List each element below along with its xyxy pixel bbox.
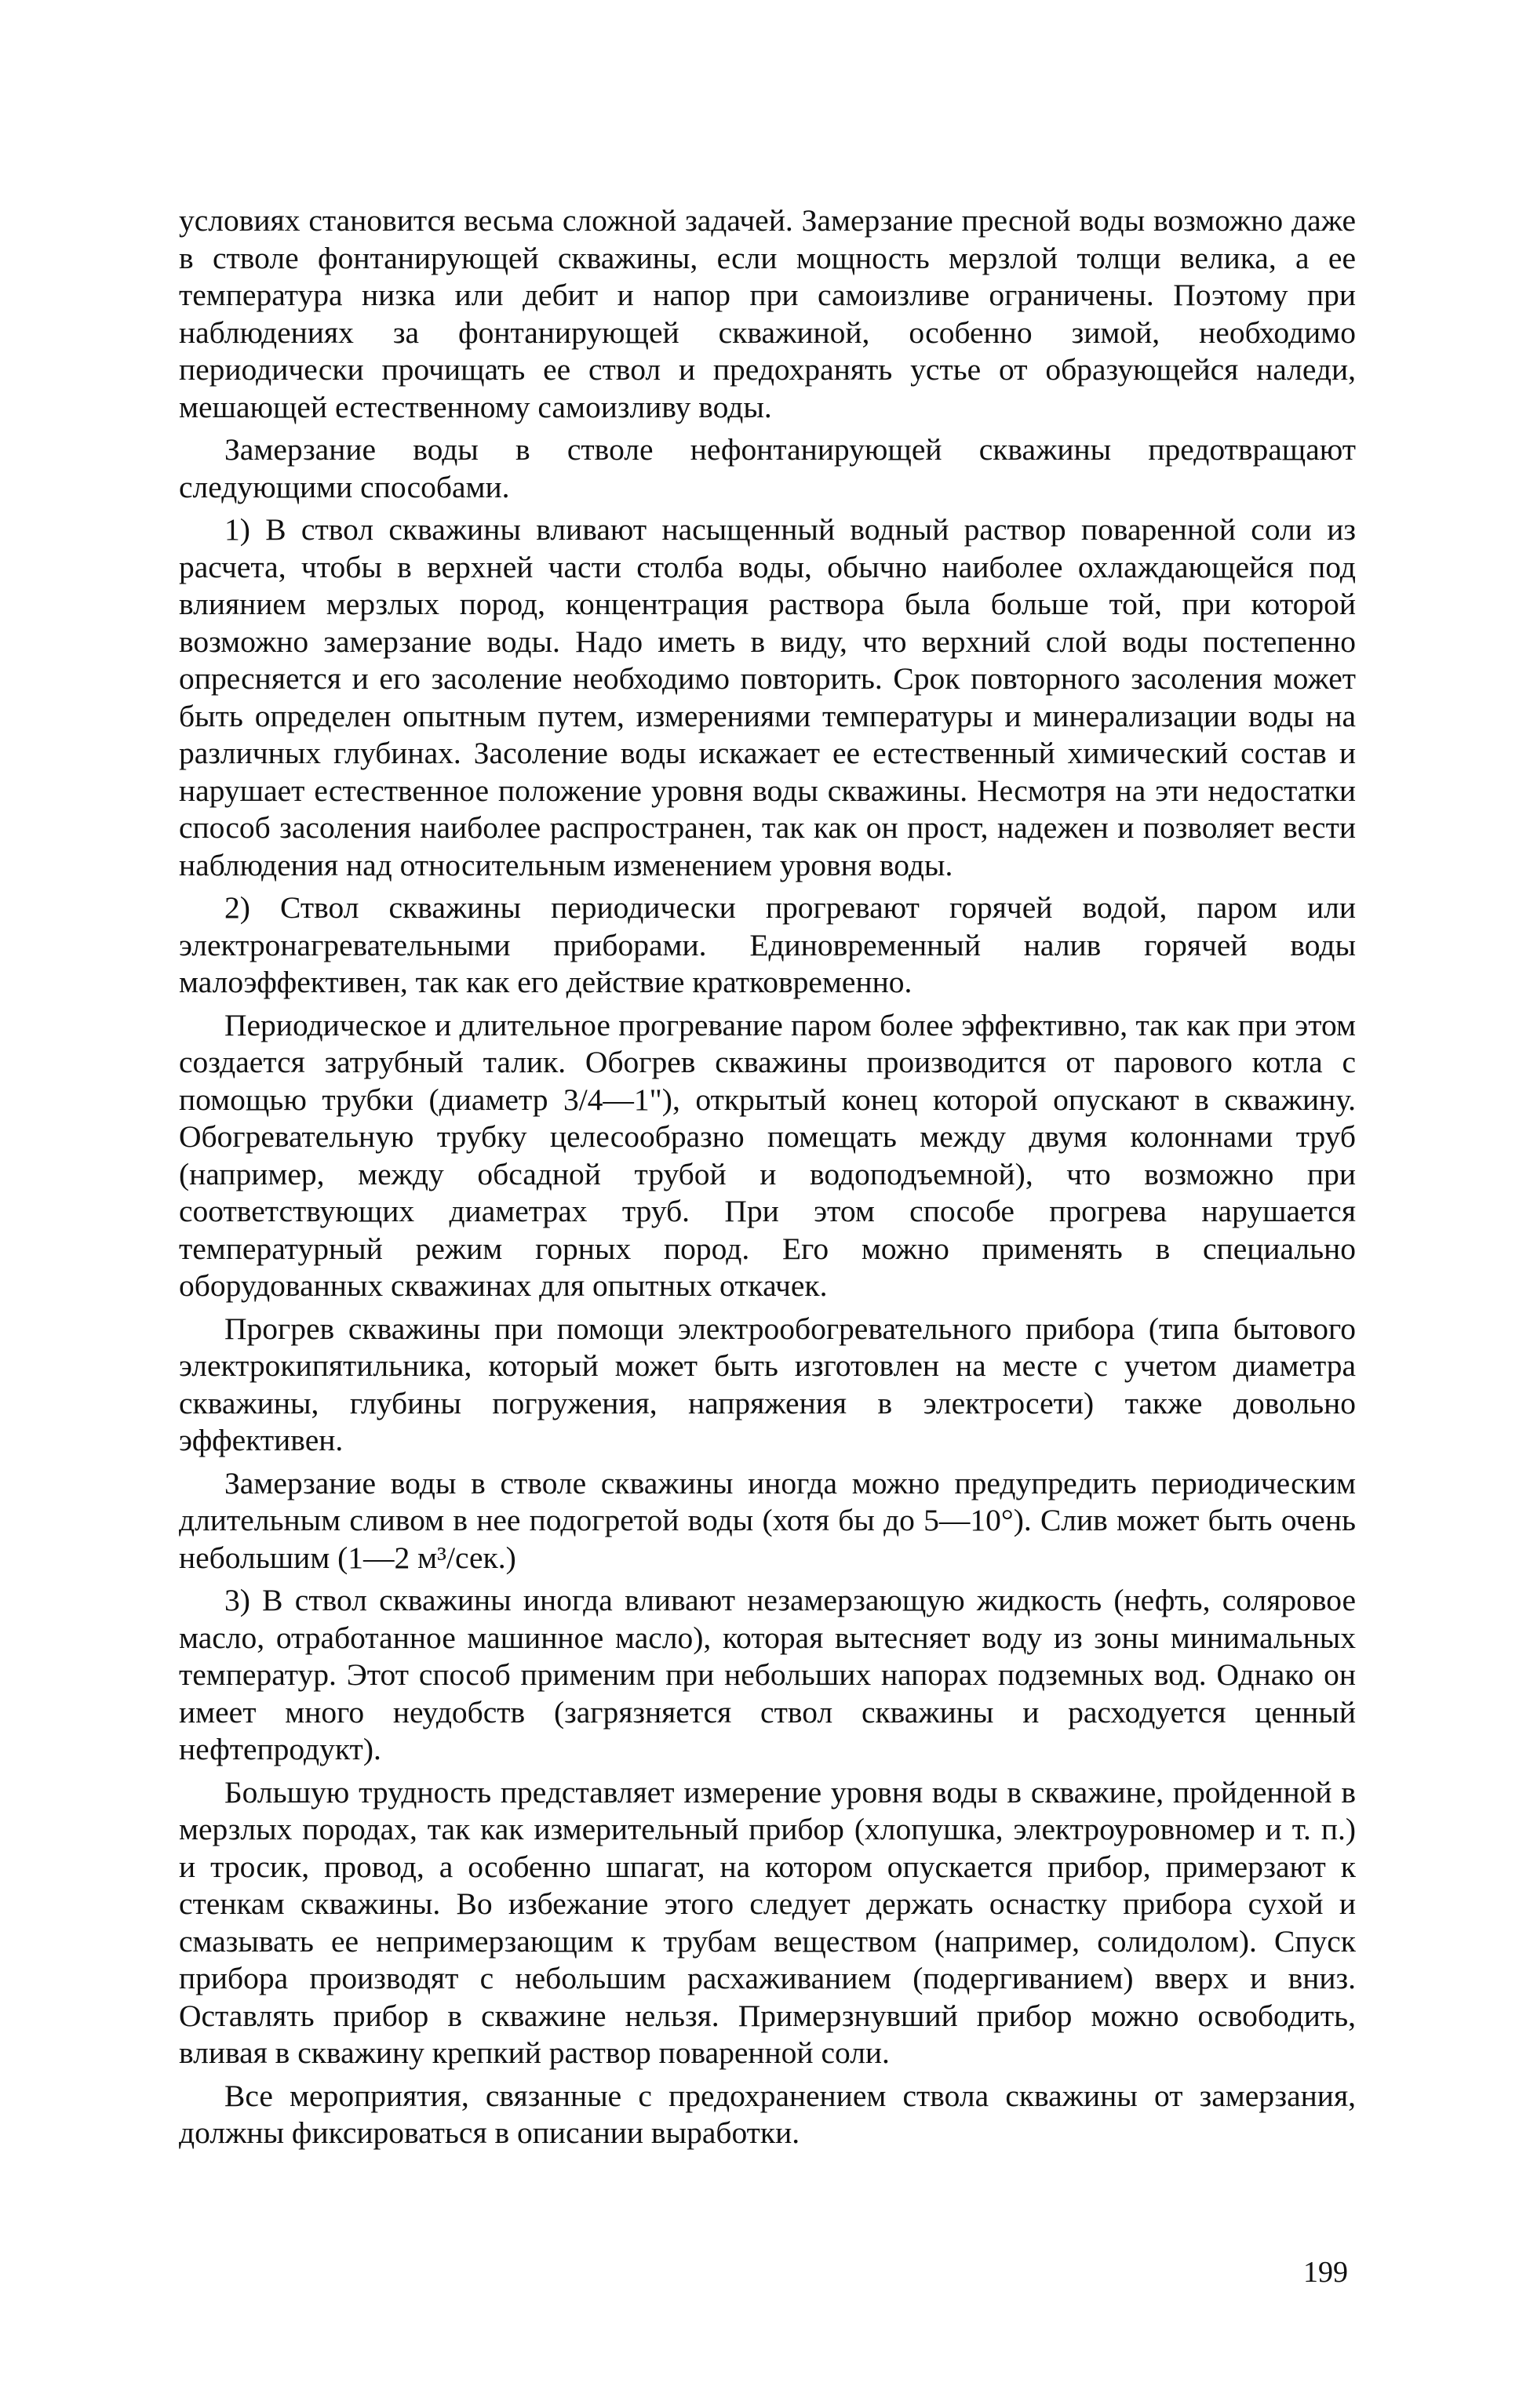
paragraph-5: Периодическое и длительное прогревание паром более эффективно, так как при этом создается затрубный талик. Обогрев скважины производится от парового котла с помощью трубки (диаметр 3/4—1"), открытый конец которой опускают в скважину. Обогревательную трубку целесообразно помещать между двумя колоннами труб (например, между обсадной трубой и водоподъемной), что возможно при соответствующих диаметрах труб. При этом способе прогрева нарушается температурный режим горных пород. Его можно применять в специально оборудованных скважинах для опытных откачек. [179,1007,1356,1303]
paragraph-7: Замерзание воды в стволе скважины иногда можно предупредить периодическим длительным сливом в нее подогретой воды (хотя бы до 5—10°). Слив может быть очень небольшим (1—2 м³/сек.) [179,1465,1356,1575]
paragraph-9: Большую трудность представляет измерение уровня воды в скважине, пройденной в мерзлых породах, так как измерительный прибор (хлопушка, электроуровномер и т. п.) и тросик, провод, а особенно шпагат, на котором опускается прибор, примерзают к стенкам скважины. Во избежание этого следует держать оснастку прибора сухой и смазывать ее непримерзающим к трубам веществом (например, солидолом). Спуск прибора производят с небольшим расхаживанием (подергиванием) вверх и вниз. Оставлять прибор в скважине нельзя. Примерзнувший прибор можно освободить, вливая в скважину крепкий раствор поваренной соли. [179,1774,1356,2070]
paragraph-4: 2) Ствол скважины периодически прогревают горячей водой, паром или электронагревательными приборами. Единовременный налив горячей воды малоэффективен, так как его действие кратковременно. [179,890,1356,999]
page-number: 199 [1303,2256,1348,2289]
paragraph-8: 3) В ствол скважины иногда вливают незамерзающую жидкость (нефть, соляровое масло, отработанное машинное масло), которая вытесняет воду из зоны минимальных температур. Этот способ применим при небольших напорах подземных вод. Однако он имеет много неудобств (загрязняется ствол скважины и расходуется ценный нефтепродукт). [179,1583,1356,1766]
paragraph-2: Замерзание воды в стволе нефонтанирующей скважины предотвращают следующими способами. [179,432,1356,504]
paragraph-3: 1) В ствол скважины вливают насыщенный водный раствор поваренной соли из расчета, чтобы в верхней части столба воды, обычно наиболее охлаждающейся под влиянием мерзлых пород, концентрация раствора была больше той, при которой возможно замерзание воды. Надо иметь в виду, что верхний слой воды постепенно опресняется и его засоление необходимо повторить. Срок повторного засоления может быть определен опытным путем, измерениями температуры и минерализации воды на различных глубинах. Засоление воды искажает ее естественный химический состав и нарушает естественное положение уровня воды скважины. Несмотря на эти недостатки способ засоления наиболее распространен, так как он прост, надежен и позволяет вести наблюдения над относительным изменением уровня воды. [179,512,1356,882]
paragraph-6: Прогрев скважины при помощи электрообогревательного прибора (типа бытового электрокипятильника, который может быть изготовлен на месте с учетом диаметра скважины, глубины погружения, напряжения в электросети) также довольно эффективен. [179,1311,1356,1457]
paragraph-10: Все мероприятия, связанные с предохранением ствола скважины от замерзания, должны фиксироваться в описании выработки. [179,2078,1356,2150]
paragraph-1: условиях становится весьма сложной задачей. Замерзание пресной воды возможно даже в стволе фонтанирующей скважины, если мощность мерзлой толщи велика, а ее температура низка или дебит и напор при самоизливе ограничены. Поэтому при наблюдениях за фонтанирующей скважиной, особенно зимой, необходимо периодически прочищать ее ствол и предохранять устье от образующейся наледи, мешающей естественному самоизливу воды. [179,203,1356,424]
page-body [179,202,1356,2158]
